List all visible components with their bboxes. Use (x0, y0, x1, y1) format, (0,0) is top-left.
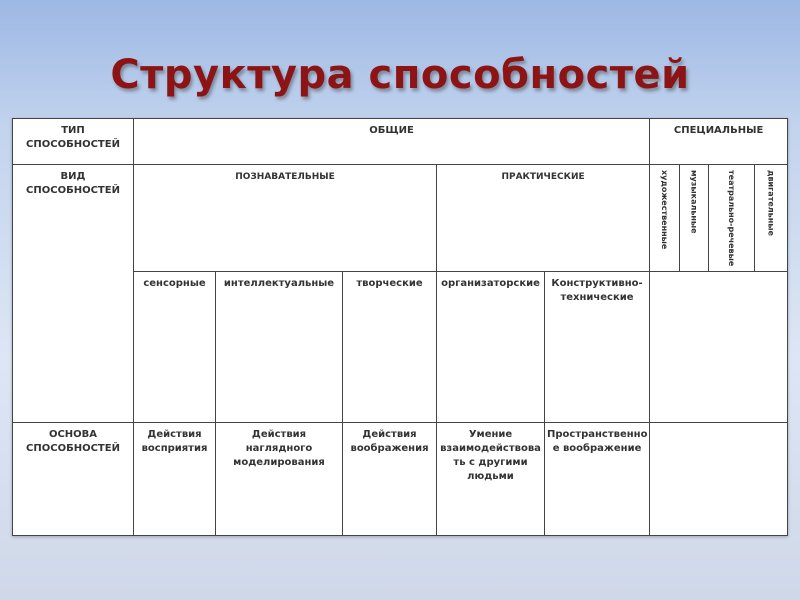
special-kind-artistic: художественные (660, 170, 670, 250)
special-kind-theatrical: театрально-речевые (727, 170, 737, 267)
label-ability-basis: ОСНОВА СПОСОБНОСТЕЙ (13, 423, 134, 536)
cell-special-basis-empty (650, 423, 788, 536)
row-ability-type (13, 119, 788, 165)
cell-general: ОБЩИЕ (134, 119, 650, 165)
cell-special: СПЕЦИАЛЬНЫЕ (650, 119, 788, 165)
cell-cognitive: ПОЗНАВАТЕЛЬНЫЕ (134, 165, 437, 272)
cell-theatrical (709, 165, 755, 272)
special-kind-motor: двигательные (766, 170, 776, 236)
cell-empty-label (13, 272, 134, 423)
slide-title: Структура способностей (110, 52, 690, 98)
label-ability-kind: ВИД СПОСОБНОСТЕЙ (13, 165, 134, 272)
basis-interaction: Умение взаимодействова ть с другими людьми (437, 423, 545, 536)
row-ability-kind (13, 165, 788, 272)
basis-spatial: Пространственно е воображение (545, 423, 650, 536)
basis-modeling: Действия наглядного моделирования (216, 423, 343, 536)
cell-artistic (650, 165, 680, 272)
row-ability-basis (13, 423, 788, 536)
cell-practical: ПРАКТИЧЕСКИЕ (437, 165, 650, 272)
abilities-structure-table (12, 118, 788, 536)
cell-musical (680, 165, 709, 272)
subkind-sensory: сенсорные (134, 272, 216, 423)
basis-perception: Действия восприятия (134, 423, 216, 536)
subkind-organizational: организаторские (437, 272, 545, 423)
cell-special-empty (650, 272, 788, 423)
basis-imagination: Действия воображения (343, 423, 437, 536)
subkind-creative: творческие (343, 272, 437, 423)
cell-motor (755, 165, 788, 272)
subkind-constructive: Конструктивно-технические (545, 272, 650, 423)
special-kind-musical: музыкальные (689, 170, 699, 234)
row-subkinds (13, 272, 788, 423)
subkind-intellectual: интеллектуальные (216, 272, 343, 423)
label-ability-type: ТИП СПОСОБНОСТЕЙ (13, 119, 134, 165)
